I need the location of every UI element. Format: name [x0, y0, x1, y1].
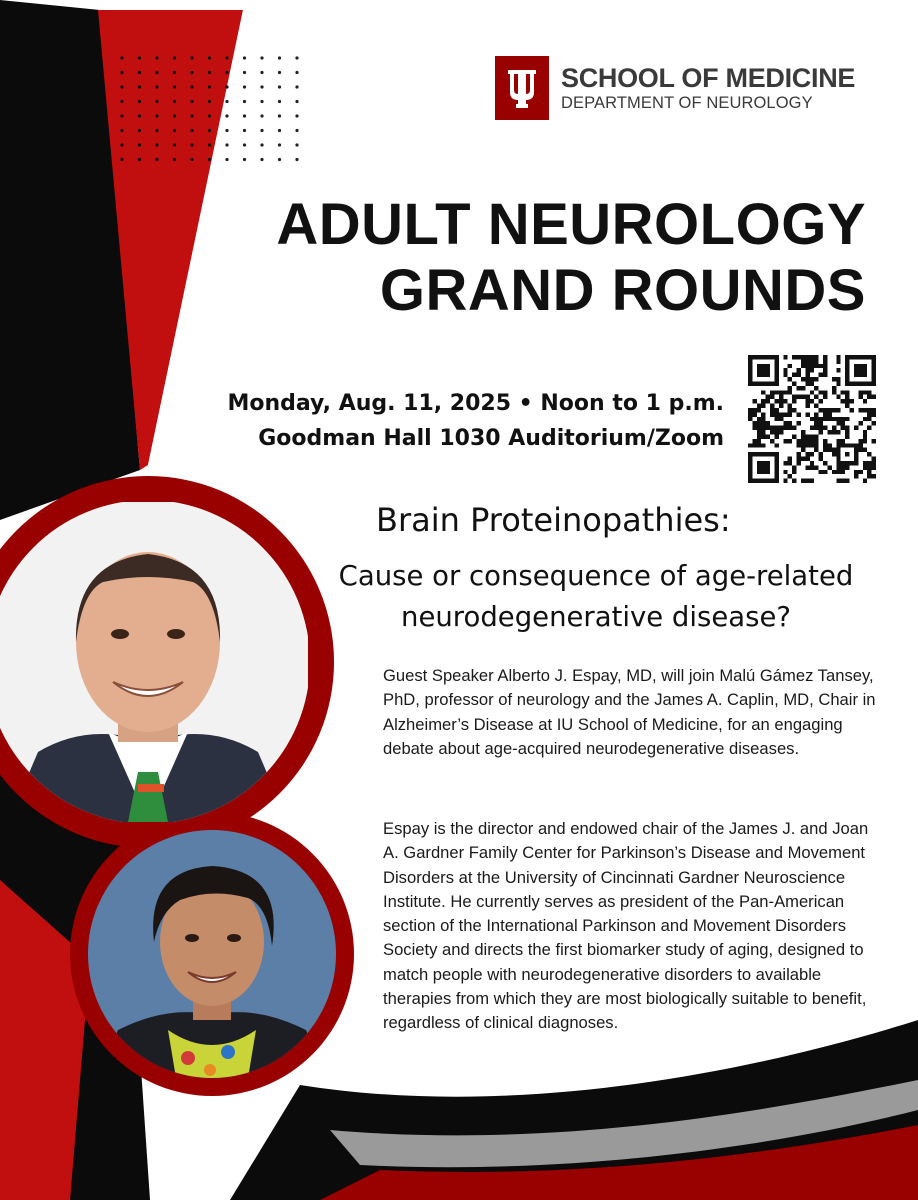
event-details: [227, 386, 724, 456]
talk-title: Brain Proteinopathies:: [376, 501, 731, 539]
title-line2: GRAND ROUNDS: [379, 258, 866, 323]
speaker2-photo: [88, 830, 336, 1078]
logo-text: [561, 63, 855, 113]
talk-subtitle-line2: neurodegenerative disease?: [401, 601, 791, 633]
school-name: SCHOOL OF MEDICINE: [561, 63, 856, 93]
department-name: DEPARTMENT OF NEUROLOGY: [561, 94, 813, 112]
event-datetime: Monday, Aug. 11, 2025 • Noon to 1 p.m.: [227, 391, 724, 416]
qr-code-icon[interactable]: [748, 355, 876, 483]
iu-trident-icon: [495, 56, 549, 120]
title-line1: ADULT NEUROLOGY: [276, 192, 866, 257]
description-paragraph-1: Guest Speaker Alberto J. Espay, MD, will join Malú Gámez Tansey, PhD, professor of neurology and the James A. Caplin, MD, Chair in Alzheimer’s Disease at IU School of Medicine, for an engaging debate about age-acquired neurodegenerative diseases.: [383, 666, 876, 758]
talk-subtitle: [296, 556, 896, 638]
event-location: Goodman Hall 1030 Auditorium/Zoom: [258, 426, 724, 451]
talk-subtitle-line1: Cause or consequence of age-related: [338, 560, 854, 592]
speaker1-photo: [0, 502, 308, 822]
description-paragraph-2: Espay is the director and endowed chair of the James J. and Joan A. Gardner Family Center for Parkinson’s Disease and Movement Disorders at the University of Cincinnati Gardner Neuroscience Institute. He currently serves as president of the Pan-American section of the International Parkinson and Movement Disorders Society and directs the first biomarker study of aging, designed to match people with neurodegenerative disorders to available therapies from which they are most biologically suitable to benefit, regardless of clinical diagnoses.: [383, 819, 869, 1033]
event-title: [276, 192, 866, 324]
school-logo: [495, 56, 855, 120]
